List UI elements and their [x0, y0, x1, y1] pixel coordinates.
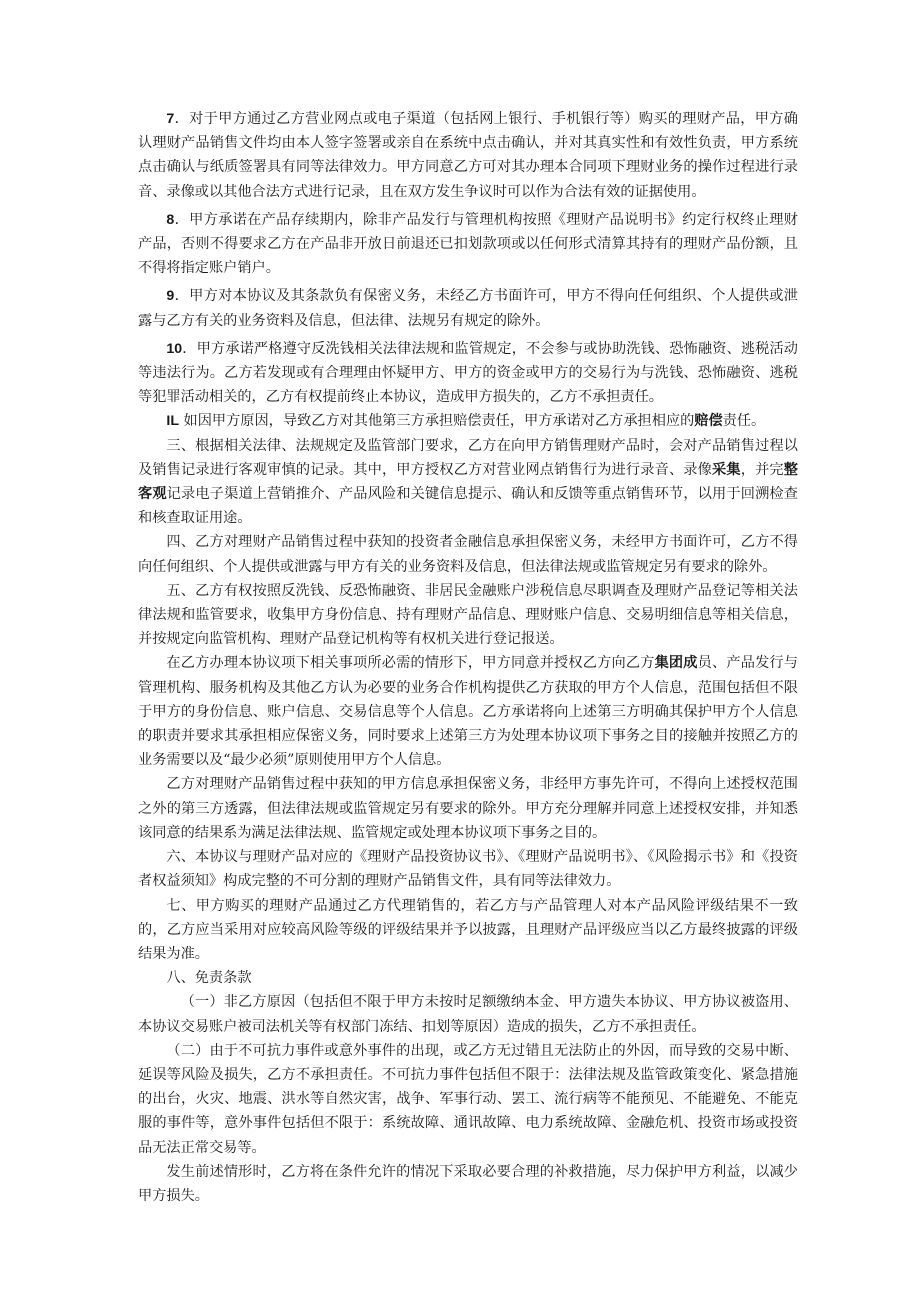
- section-5: 五、乙方有权按照反洗钱、反恐怖融资、非居民金融账户涉税信息尽职调查及理财产品登记等相关法律法规和监管要求，收集甲方身份信息、持有理财产品信息、理财账户信息、交易明细信息等相关信息，并按规定向监管机构、理财产品登记机构等有权机关进行登记报送。: [138, 582, 798, 648]
- clause-text: 责任。: [722, 413, 766, 430]
- clause-text: ．对于甲方通过乙方营业网点或电子渠道（包括网上银行、手机银行等）购买的理财产品，甲方确认理财产品销售文件均由本人签字签署或亲自在系统中点击确认，并对其真实性和有效性负责，甲方系统点击确认与纸质签署具有同等法律效力。甲方同意乙方可对其办理本合同项下理财业务的操作过程进行录音、录像或以其他合法方式进行记录，且在双方发生争议时可以作为合法有效的证据使用。: [138, 111, 798, 200]
- section-text: 在乙方办理本协议项下相关事项所必需的情形下，甲方同意并授权乙方向乙方: [166, 655, 655, 672]
- bold-text: 采集: [712, 461, 741, 478]
- clause-8: [138, 208, 798, 281]
- clause-number: 7: [166, 111, 175, 127]
- section-8-item-1: （一）非乙方原因（包括但不限于甲方未按时足额缴纳本金、甲方遗失本协议、甲方协议被盗用、本协议交易账户被司法机关等有权部门冻结、扣划等原因）造成的损失，乙方不承担责任。: [138, 994, 798, 1035]
- clause-number: 8: [166, 211, 175, 228]
- clause-text: ．甲方对本协议及其条款负有保密义务，未经乙方书面许可，甲方不得向任何组织、个人提供或泄露与乙方有关的业务资料及信息，但法律、法规另有规定的除外。: [138, 288, 798, 329]
- section-8-item-2: （二）由于不可抗力事件或意外事件的出现，或乙方无过错且无法防止的外因，而导致的交易中断、延误等风险及损失，乙方不承担责任。不可抗力事件包括但不限于：法律法规及监管政策变化、紧急措施的出台，火灾、地震、洪水等自然灾害，战争、军事行动、罢工、流行病等不能预见、不能避免、不能克服的事件等，意外事件包括但不限于：系统故障、通讯故障、电力系统故障、金融危机、投资市场或投资品无法正常交易等。: [138, 1042, 798, 1156]
- section-7: 七、甲方购买的理财产品通过乙方代理销售的，若乙方与产品管理人对本产品风险评级结果不一致的，乙方应当采用对应较高风险等级的评级结果并予以披露，且理财产品评级应当以乙方最终披露的评级结果为准。: [138, 897, 798, 962]
- clause-number: 10: [166, 340, 183, 357]
- clause-7: [138, 107, 798, 204]
- section-8-closing: 发生前述情形时，乙方将在条件允许的情况下采取必要合理的补救措施，尽力保护甲方利益，以减少甲方损失。: [138, 1163, 798, 1204]
- section-6: 六、本协议与理财产品对应的《理财产品投资协议书》、《理财产品说明书》、《风险揭示书》和《投资者权益须知》构成完整的不可分割的理财产品销售文件，具有同等法律效力。: [138, 849, 798, 890]
- section-5-paragraph-3: 乙方对理财产品销售过程中获知的甲方信息承担保密义务，非经甲方事先许可，不得向上述授权范围之外的第三方透露，但法律法规或监管规定另有要求的除外。甲方充分理解并同意上述授权安排，并知悉该同意的结果系为满足法律法规、监管规定或处理本协议项下事务之目的。: [138, 776, 798, 841]
- document-body: [138, 107, 798, 1208]
- section-5-paragraph-2: [138, 651, 798, 772]
- clause-10: [138, 337, 798, 410]
- clause-number: 9: [166, 288, 175, 305]
- section-4: 四、乙方对理财产品销售过程中获知的投资者金融信息承担保密义务，未经甲方书面许可，乙方不得向任何组织、个人提供或泄露与甲方有关的业务资料及信息，但法律法规或监管规定另有要求的除外。: [138, 534, 798, 575]
- clause-text: ．甲方承诺在产品存续期内，除非产品发行与管理机构按照《理财产品说明书》约定行权终止理财产品，否则不得要求乙方在产品非开放日前退还已扣划款项或以任何形式清算其持有的理财产品份额，且不得将指定账户销户。: [138, 211, 798, 277]
- bold-text: 赔偿: [694, 413, 723, 430]
- section-3: [138, 434, 798, 531]
- section-text: 员、产品发行与管理机构、服务机构及其他乙方认为必要的业务合作机构提供乙方获取的甲方个人信息，范围包括但不限于甲方的身份信息、账户信息、交易信息等个人信息。乙方承诺将向上述第三方明确其保护甲方个人信息的职责并要求其承担相应保密义务，同时要求上述第三方为处理本协议项下事务之目的接触并按照乙方的业务需要以及“最少必须”原则使用甲方个人信息。: [138, 655, 798, 769]
- section-text: 记录电子渠道上营销推介、产品风险和关键信息提示、确认和反馈等重点销售环节，以用于回溯检查和核查取证用途。: [138, 486, 798, 527]
- section-8-heading: 八、免责条款: [166, 970, 252, 987]
- clause-11: [138, 409, 798, 433]
- clause-text: 如因甲方原因，导致乙方对其他第三方承担赔偿责任，甲方承诺对乙方承担相应的: [183, 413, 695, 430]
- section-text: ，并完: [740, 461, 784, 478]
- clause-text: ．甲方承诺严格遵守反洗钱相关法律法规和监管规定，不会参与或协助洗钱、恐怖融资、逃税活动等违法行为。乙方若发现或有合理理由怀疑甲方、甲方的资金或甲方的交易行为与洗钱、恐怖融资、逃税等犯罪活动相关的，乙方有权提前终止本协议，造成甲方损失的，乙方不承担责任。: [138, 340, 798, 406]
- section-text: 三、根据相关法律、法规规定及监管部门要求，乙方在向甲方销售理财产品时，会对产品销售过程以及销售记录进行客观审慎的记录。其中，甲方授权乙方对营业网点销售行为进行录音、录像: [138, 437, 798, 478]
- clause-number: IL: [166, 413, 179, 430]
- clause-9: [138, 284, 798, 332]
- bold-text: 集团成: [654, 655, 698, 672]
- bold-text: 整客观: [138, 461, 798, 503]
